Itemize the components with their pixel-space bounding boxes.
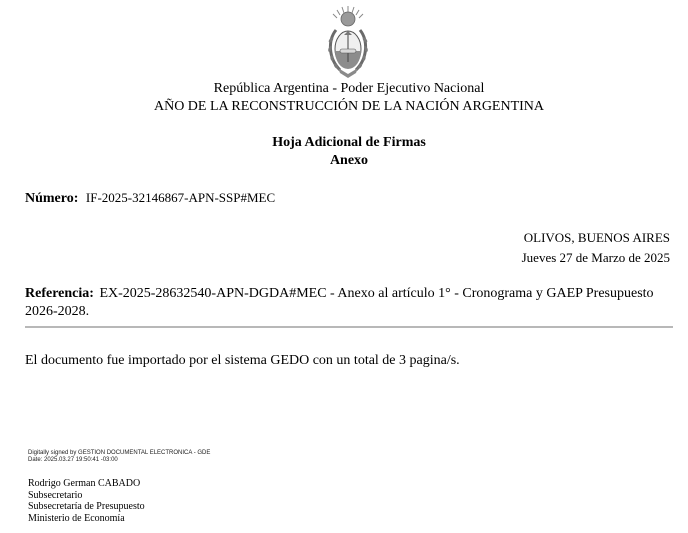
header-line-1: República Argentina - Poder Ejecutivo Nacional bbox=[213, 81, 485, 96]
header-line-2: AÑO DE LA RECONSTRUCCIÓN DE LA NACIÓN ARGENTINA bbox=[153, 99, 545, 114]
signer-block bbox=[28, 478, 145, 524]
divider bbox=[25, 326, 673, 328]
digital-signature-block bbox=[28, 450, 210, 464]
document-number-value: IF-2025-32146867-APN-SSP#MEC bbox=[85, 190, 276, 205]
signer-ministry: Ministerio de Economía bbox=[28, 512, 125, 524]
digital-signature-signer: Digitally signed by GESTION DOCUMENTAL ELECTRONICA - GDE bbox=[28, 450, 211, 456]
reference-label: Referencia: bbox=[25, 286, 94, 301]
body-text: El documento fue importado por el sistema GEDO con un total de 3 pagina/s. bbox=[25, 353, 460, 368]
date: Jueves 27 de Marzo de 2025 bbox=[521, 250, 670, 265]
coat-of-arms-icon bbox=[322, 4, 374, 80]
digital-signature-date: Date: 2025.03.27 19:50:41 -03:00 bbox=[28, 457, 118, 463]
document-number-label: Número: bbox=[25, 191, 79, 206]
reference bbox=[25, 285, 670, 321]
signer-name: Rodrigo German CABADO bbox=[28, 478, 141, 489]
document-subtitle: Anexo bbox=[329, 153, 369, 168]
document-title: Hoja Adicional de Firmas bbox=[272, 135, 426, 150]
document-number bbox=[25, 190, 275, 207]
reference-value: EX-2025-28632540-APN-DGDA#MEC - Anexo al artículo 1° - Cronograma y GAEP Presupuesto 2026-2028. bbox=[25, 286, 654, 319]
signer-office: Subsecretaría de Presupuesto bbox=[28, 501, 145, 512]
place: OLIVOS, BUENOS AIRES bbox=[523, 230, 670, 245]
signer-position: Subsecretario bbox=[28, 489, 83, 501]
